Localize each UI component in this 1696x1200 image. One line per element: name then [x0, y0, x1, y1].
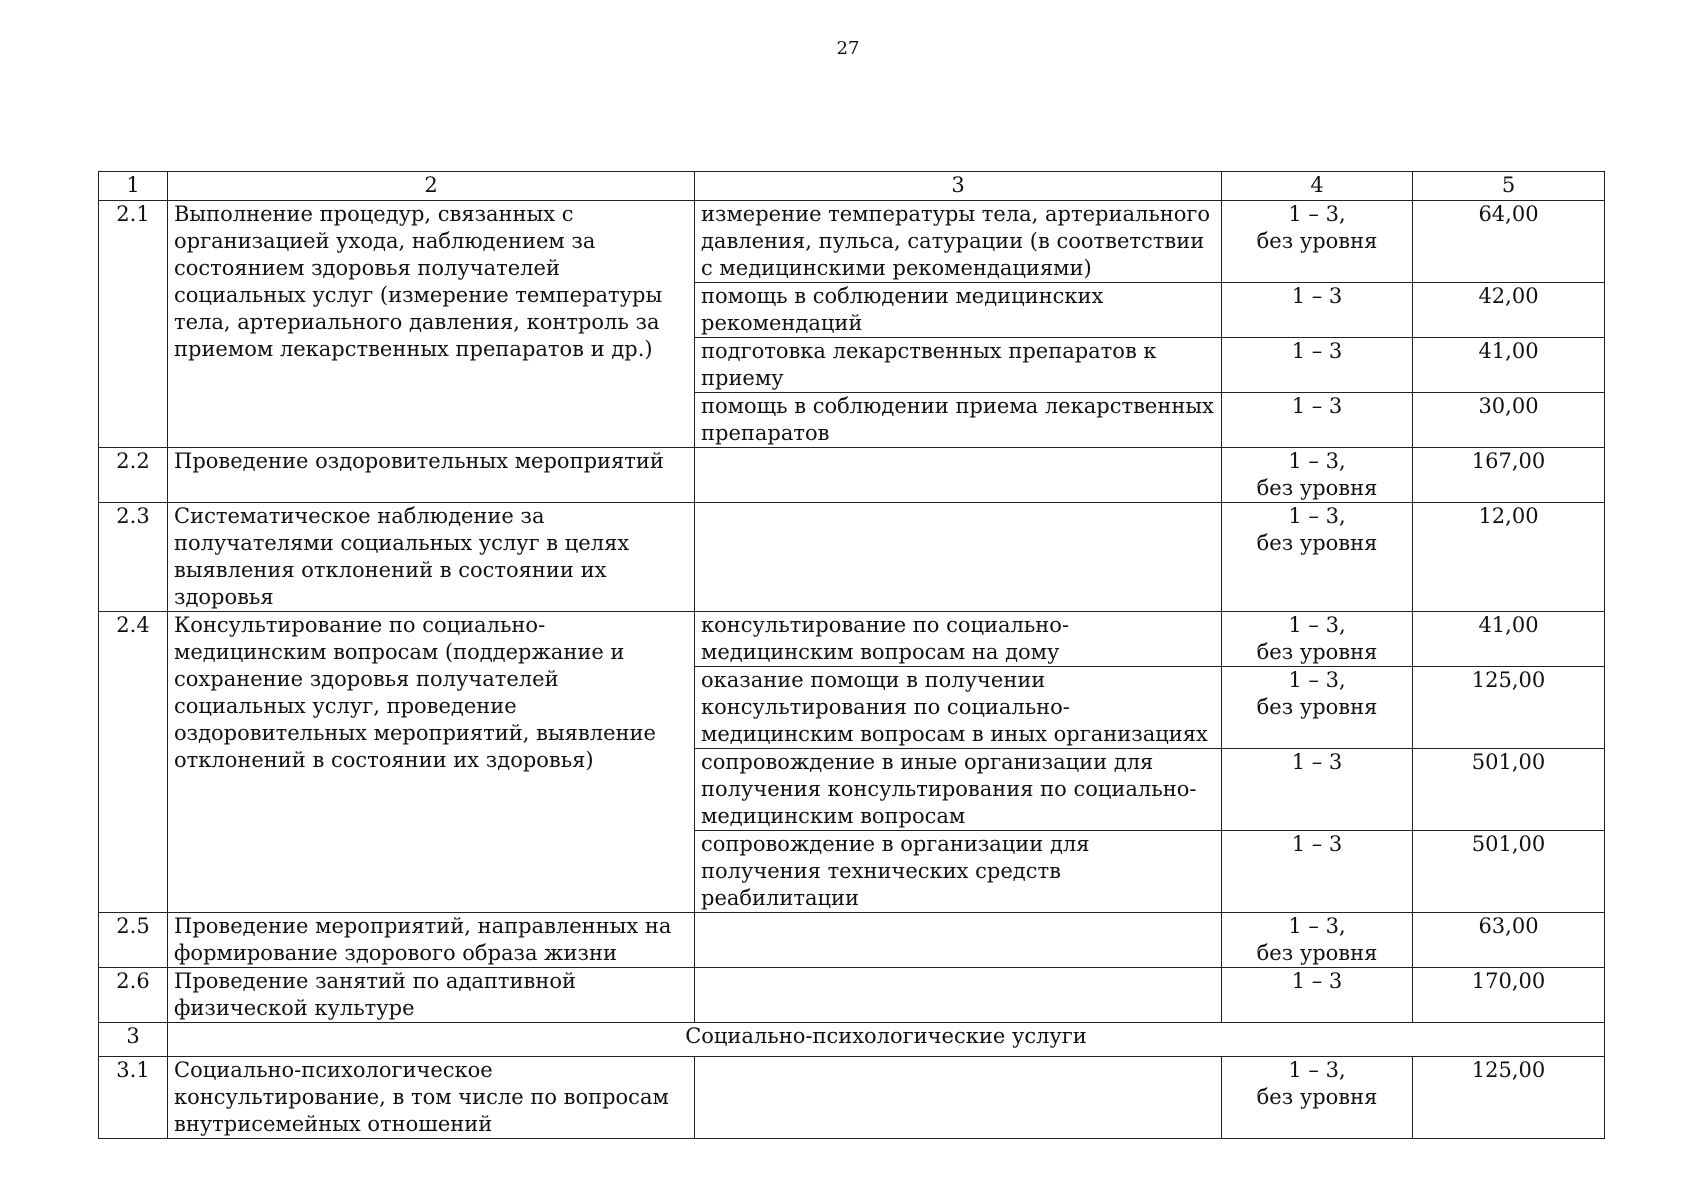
level-cell: [1222, 1057, 1413, 1139]
section-number: 3: [99, 1023, 168, 1057]
header-row: [99, 172, 1605, 201]
header-cell: 3: [695, 172, 1222, 201]
level-range: 1 – 3: [1291, 394, 1343, 418]
level-cell: [1222, 667, 1413, 749]
level-range: 1 – 3,: [1288, 202, 1346, 226]
level-range: 1 – 3,: [1288, 504, 1346, 528]
header-cell: 2: [168, 172, 695, 201]
level-note: без уровня: [1256, 531, 1378, 555]
level-cell: [1222, 968, 1413, 1023]
price-cell: 167,00: [1413, 448, 1605, 503]
level-note: без уровня: [1256, 640, 1378, 664]
service-name: Проведение оздоровительных мероприятий: [168, 448, 695, 503]
service-name: Проведение занятий по адаптивной физической культуре: [168, 968, 695, 1023]
service-name: Систематическое наблюдение за получателями социальных услуг в целях выявления отклонений в состоянии их здоровья: [168, 503, 695, 612]
row-number: 3.1: [99, 1057, 168, 1139]
header-cell: 5: [1413, 172, 1605, 201]
row-number: 2.3: [99, 503, 168, 612]
service-detail: подготовка лекарственных препаратов к приему: [695, 338, 1222, 393]
level-range: 1 – 3: [1291, 750, 1343, 774]
price-cell: 170,00: [1413, 968, 1605, 1023]
table-row: [99, 913, 1605, 968]
service-name: Социально-психологическое консультирование, в том числе по вопросам внутрисемейных отношений: [168, 1057, 695, 1139]
price-cell: 63,00: [1413, 913, 1605, 968]
level-range: 1 – 3,: [1288, 914, 1346, 938]
level-cell: [1222, 612, 1413, 667]
level-range: 1 – 3: [1291, 969, 1343, 993]
level-cell: [1222, 283, 1413, 338]
service-detail: оказание помощи в получении консультирования по социально-медицинским вопросам в иных организациях: [695, 667, 1222, 749]
table-row: [99, 1057, 1605, 1139]
price-cell: 501,00: [1413, 749, 1605, 831]
level-cell: [1222, 338, 1413, 393]
service-detail: сопровождение в иные организации для получения консультирования по социально-медицинским вопросам: [695, 749, 1222, 831]
price-cell: 41,00: [1413, 338, 1605, 393]
level-range: 1 – 3,: [1288, 668, 1346, 692]
service-detail: [695, 968, 1222, 1023]
level-range: 1 – 3,: [1288, 613, 1346, 637]
table-row: [99, 448, 1605, 503]
services-table-body: [99, 172, 1605, 1139]
level-range: 1 – 3: [1291, 832, 1343, 856]
row-number: 2.1: [99, 201, 168, 448]
price-cell: 42,00: [1413, 283, 1605, 338]
row-number: 2.6: [99, 968, 168, 1023]
level-range: 1 – 3,: [1288, 449, 1346, 473]
level-cell: [1222, 749, 1413, 831]
row-number: 2.5: [99, 913, 168, 968]
service-detail: [695, 913, 1222, 968]
header-cell: 4: [1222, 172, 1413, 201]
level-range: 1 – 3,: [1288, 1058, 1346, 1082]
section-row: [99, 1023, 1605, 1057]
page-number: 27: [836, 38, 860, 59]
row-number: 2.4: [99, 612, 168, 913]
service-detail: [695, 1057, 1222, 1139]
services-table: [98, 171, 1605, 1139]
section-title: Социально-психологические услуги: [168, 1023, 1605, 1057]
table-row: [99, 503, 1605, 612]
level-note: без уровня: [1256, 476, 1378, 500]
level-note: без уровня: [1256, 229, 1378, 253]
price-cell: 12,00: [1413, 503, 1605, 612]
level-cell: [1222, 393, 1413, 448]
table-row: [99, 201, 1605, 283]
service-detail: [695, 503, 1222, 612]
level-cell: [1222, 448, 1413, 503]
price-cell: 125,00: [1413, 1057, 1605, 1139]
level-cell: [1222, 831, 1413, 913]
service-detail: консультирование по социально-медицинским вопросам на дому: [695, 612, 1222, 667]
price-cell: 501,00: [1413, 831, 1605, 913]
service-name: Проведение мероприятий, направленных на формирование здорового образа жизни: [168, 913, 695, 968]
price-cell: 41,00: [1413, 612, 1605, 667]
level-cell: [1222, 913, 1413, 968]
row-number: 2.2: [99, 448, 168, 503]
price-cell: 30,00: [1413, 393, 1605, 448]
table-row: [99, 612, 1605, 667]
service-detail: [695, 448, 1222, 503]
level-range: 1 – 3: [1291, 284, 1343, 308]
price-cell: 64,00: [1413, 201, 1605, 283]
service-detail: помощь в соблюдении медицинских рекомендаций: [695, 283, 1222, 338]
level-note: без уровня: [1256, 695, 1378, 719]
service-detail: сопровождение в организации для получения технических средств реабилитации: [695, 831, 1222, 913]
level-note: без уровня: [1256, 941, 1378, 965]
header-cell: 1: [99, 172, 168, 201]
level-note: без уровня: [1256, 1085, 1378, 1109]
level-cell: [1222, 201, 1413, 283]
price-cell: 125,00: [1413, 667, 1605, 749]
service-detail: измерение температуры тела, артериального давления, пульса, сатурации (в соответствии с медицинскими рекомендациями): [695, 201, 1222, 283]
service-name: Выполнение процедур, связанных с организацией ухода, наблюдением за состоянием здоровья получателей социальных услуг (измерение температуры тела, артериального давления, контроль за приемом лекарственных препаратов и др.): [168, 201, 695, 448]
level-cell: [1222, 503, 1413, 612]
table-row: [99, 968, 1605, 1023]
service-detail: помощь в соблюдении приема лекарственных препаратов: [695, 393, 1222, 448]
level-range: 1 – 3: [1291, 339, 1343, 363]
service-name: Консультирование по социально-медицинским вопросам (поддержание и сохранение здоровья получателей социальных услуг, проведение оздоровительных мероприятий, выявление отклонений в состоянии их здоровья): [168, 612, 695, 913]
